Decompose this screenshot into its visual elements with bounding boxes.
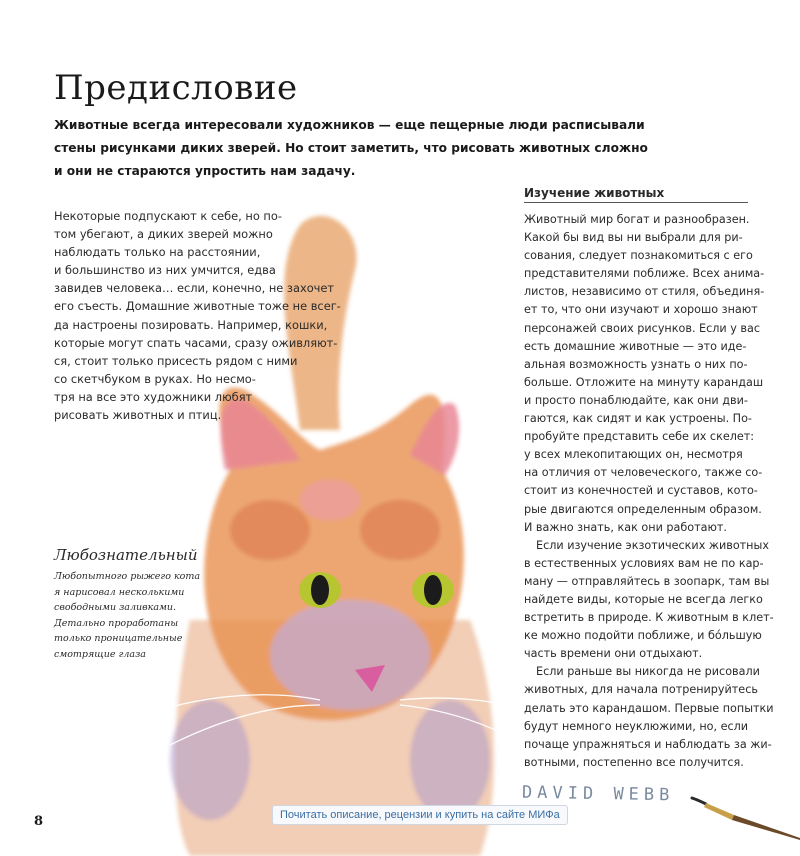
- text-line: Некоторые подпускают к себе, но по-: [54, 209, 282, 223]
- text-line: И важно знать, как они работают.: [524, 520, 727, 534]
- caption-title: Любознательный: [54, 546, 198, 564]
- text-line: том убегают, а диких зверей можно: [54, 227, 273, 242]
- text-line: животных, для начала потренируйтесь: [524, 683, 758, 697]
- artist-signature: DAVID WEBB: [521, 782, 675, 806]
- text-line: листов, независимо от стиля, объединя-: [524, 285, 765, 299]
- text-line: и большинство из них умчится, едва: [54, 263, 276, 278]
- caption-line: я нарисовал несколькими: [54, 586, 185, 598]
- text-line: на отличия от человеческого, также со-: [524, 466, 763, 480]
- page-number: 8: [34, 814, 44, 829]
- text-line: ся, стоит только присесть рядом с ними: [54, 353, 298, 368]
- text-line: да настроены позировать. Например, кошки,: [54, 317, 328, 332]
- text-line: рисовать животных и птиц.: [54, 408, 222, 423]
- text-line: в естественных условиях вам не по кар-: [524, 556, 764, 570]
- text-line: будут немного неуклюжими, но, если: [524, 719, 749, 733]
- text-line: гаются, как сидят и как устроены. По-: [524, 412, 752, 426]
- text-line: Если изучение экзотических животных: [536, 538, 769, 552]
- text-line: которые могут спать часами, сразу оживляют-: [54, 335, 338, 350]
- caption-line: Детально проработаны: [54, 617, 179, 629]
- text-line: найдете виды, которые не всегда легко: [524, 592, 763, 606]
- text-line: рые двигаются определенным образом.: [524, 502, 762, 516]
- text-line: ке можно подойти поближе, и бóльшую: [524, 629, 762, 643]
- caption-line: смотрящие глаза: [54, 648, 146, 660]
- store-link[interactable]: Почитать описание, рецензии и купить на сайте МИФа: [272, 805, 568, 825]
- studying-animals-column: [524, 185, 774, 772]
- lead-line: Животные всегда интересовали художников — еще пещерные люди расписывали: [54, 118, 645, 132]
- intro-text-column: [54, 207, 341, 424]
- page-title: Предисловие: [54, 68, 298, 108]
- text-line: ет то, что они изучают и хорошо знают: [524, 303, 758, 317]
- text-line: его съесть. Домашние животные тоже не всег-: [54, 299, 341, 314]
- text-line: альная возможность узнать о них по-: [524, 357, 748, 371]
- section-heading: Изучение животных: [524, 185, 748, 203]
- lead-line: и они не стараются упростить нам задачу.: [54, 164, 356, 178]
- paintbrush-icon: [690, 790, 800, 840]
- text-line: сования, следует познакомиться с его: [524, 249, 753, 263]
- text-line: персонажей своих рисунков. Если у вас: [524, 321, 761, 335]
- text-line: пробуйте представить себе их скелет:: [524, 430, 755, 444]
- text-line: часть времени они отдыхают.: [524, 647, 703, 661]
- text-line: есть домашние животные — это иде-: [524, 339, 747, 353]
- text-line: тря на все это художники любят: [54, 389, 253, 404]
- text-line: почаще упражняться и наблюдать за жи-: [524, 737, 772, 751]
- text-line: вотными, постепенно все получится.: [524, 755, 744, 769]
- text-line: завидев человека… если, конечно, не захочет: [54, 281, 335, 296]
- text-line: встретить в природе. К животным в клет-: [524, 611, 774, 625]
- cat-muzzle: [270, 600, 430, 710]
- lead-line: стены рисунками диких зверей. Но стоит заметить, что рисовать животных сложно: [54, 141, 648, 155]
- caption-line: Любопытного рыжего кота: [54, 571, 201, 582]
- text-line: Животный мир богат и разнообразен.: [524, 213, 750, 226]
- caption-line: свободными заливками.: [54, 602, 177, 614]
- text-line: представителями поближе. Всех анима-: [524, 267, 765, 281]
- text-line: у всех млекопитающих он, несмотря: [524, 448, 743, 462]
- text-line: Если раньше вы никогда не рисовали: [536, 665, 760, 679]
- lead-paragraph: [54, 114, 648, 183]
- text-line: делать это карандашом. Первые попытки: [524, 701, 774, 715]
- caption-line: только проницательные: [54, 633, 183, 645]
- text-line: наблюдать только на расстоянии,: [54, 245, 261, 260]
- text-line: ману — отправляйтесь в зоопарк, там вы: [524, 574, 770, 588]
- text-line: стоит из конечностей и суставов, кото-: [524, 484, 758, 498]
- text-line: больше. Отложите на минуту карандаш: [524, 375, 764, 389]
- text-line: Какой бы вид вы ни выбрали для ри-: [524, 231, 743, 245]
- text-line: со скетчбуком в руках. Но несмо-: [54, 371, 256, 386]
- illustration-caption: [54, 545, 201, 663]
- text-line: и просто понаблюдайте, как они дви-: [524, 393, 748, 407]
